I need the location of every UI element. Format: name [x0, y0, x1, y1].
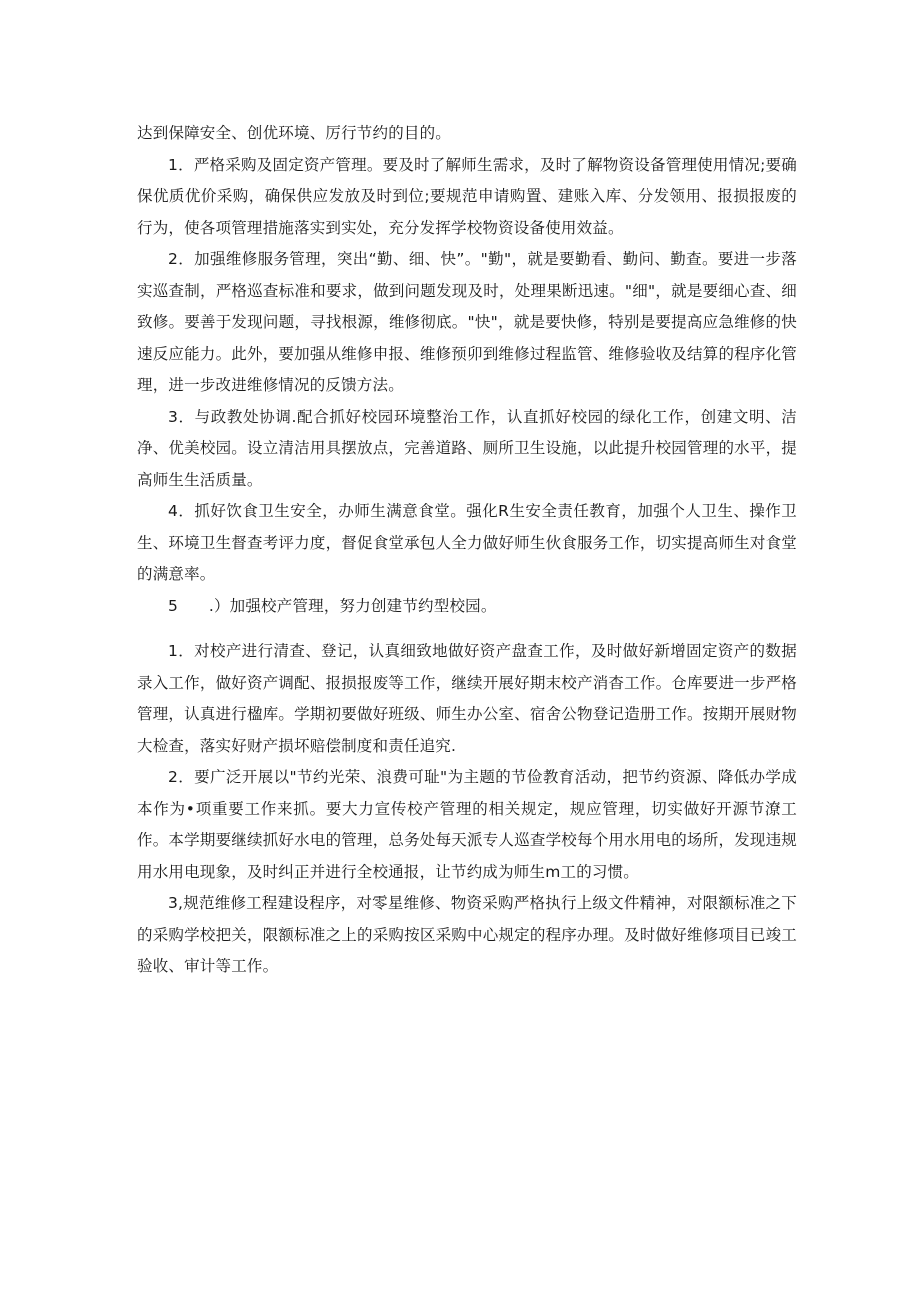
section-paragraph-1: 1．对校产进行清查、登记，认真细致地做好资产盘查工作，及时做好新增固定资产的数据录入工作，做好资产调配、报损报废等工作，继续开展好期末校产消杳工作。仓库要进一步严格管理，认真进行楹库。学期初要做好班级、师生办公室、宿舍公物登记造册工作。按期开展财物大检查，落实好财产损坏赔偿制度和责任追究. — [137, 642, 797, 755]
paragraph-item-4: 4．抓好饮食卫生安全，办师生满意食堂。强化R生安全责任教育，加强个人卫生、操作卫生、环境卫生督查考评力度，督促食堂承包人全力做好师生伙食服务工作，切实提高师生对食堂的满意率。 — [137, 502, 797, 583]
section-paragraph-2: 2．要广泛开展以"节约光荣、浪费可耻"为主题的节俭教育活动，把节约资源、降低办学成本作为•项重要工作来抓。要大力宣传校产管理的相关规定，规应管理，切实做好开源节潦工作。本学期要继续抓好水电的管理，总务处每天派专人巡查学校每个用水用电的场所，发现违规用水用电现象，及时纠正并进行全校通报，让节约成为师生m工的习惯。 — [137, 768, 797, 881]
paragraph-item-3: 3．与政教处协调.配合抓好校园环境整治工作，认直抓好校园的绿化工作，创建文明、洁净、优美校园。设立清洁用具摆放点，完善道路、厕所卫生设施，以此提升校园管理的水平，提高师生生活质量。 — [137, 407, 797, 489]
section-paragraph-3: 3,规范维修工程建设程序，对零星维修、物资采购严格执行上级文件精神，对限额标准之下的采购学校把关，限额标准之上的采购按区采购中心规定的程序办理。及时做好维修项目已竣工验收、审计等工作。 — [137, 894, 797, 975]
paragraph-item-1: 1．严格采购及固定资产管理。要及时了解师生需求，及时了解物资设备管理使用情况;要确保优质优价采购，确保供应发放及时到位;要规范申请购置、建账入库、分发领用、报损报废的行为，使各项管理措施落实到实处，充分发挥学校物资设备使用效益。 — [137, 155, 797, 237]
document-body — [137, 118, 797, 983]
paragraph-item-2: 2．加强维修服务管理，突出“勤、细、快”。"勤"，就是要勤看、勤问、勤查。要进一步落实巡查制，严格巡查标准和要求，做到问题发现及时，处理果断迅速。"细"，就是要细心查、细致修。要善于发现问题，寻找根源，维修彻底。"快"，就是要快修，特别是要提高应急维修的快速反应能力。此外，要加强从维修申报、维修预卯到维修过程监管、维修验收及结算的程序化管理，进一步改进维修情况的反馈方法。 — [137, 250, 797, 394]
section-heading: 5 .）加强校产管理，努力创建节约型校园。 — [168, 596, 497, 615]
paragraph-continuation: 达到保障安全、创优环境、厉行节约的目的。 — [137, 124, 452, 142]
